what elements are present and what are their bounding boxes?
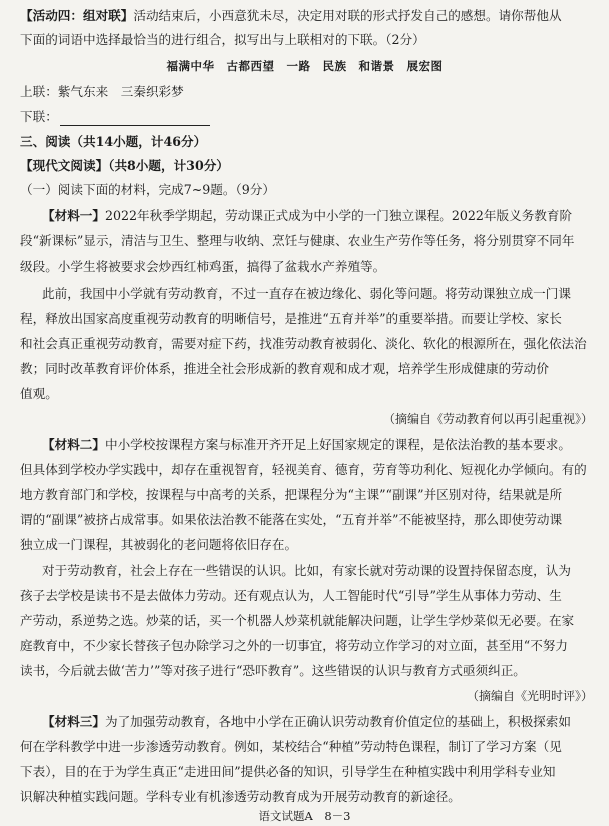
material1-line-1	[42, 207, 595, 225]
material1-source: （摘编自《劳动教育何以再引起重视》）	[382, 412, 593, 426]
material1-p2-line-4: 教；同时改革教育评价体系，推进全社会形成新的教育观和成才观，培养学生形成健康的劳动价	[20, 361, 549, 376]
section-heading: 三、阅读（共14小题，计46分）	[20, 134, 207, 149]
lower-couplet	[20, 108, 595, 126]
material3-line-3: 下表），目的在于为学生真正“走进田间”提供必备的知识，引导学生在种植实践中利用学科专业知	[20, 764, 556, 779]
material2-p2-line-4: 庭教育中，不少家长替孩子包办除学习之外的一切事宜，将劳动立作学习的对立面，甚至用“不努力	[20, 638, 568, 653]
material2-line-1	[42, 436, 595, 454]
material2-source: （摘编自《光明时评》）	[466, 689, 593, 703]
material1-line-3: 级段。小学生将被要求会炒西红柿鸡蛋，搞得了盆栽水产养殖等。	[20, 259, 386, 274]
material3-tag: 【材料三】	[42, 714, 105, 729]
material2-line-4: 谓的“副课”被挤占成常事。如果依法治教不能落在实处，“五育并举”不能被坚持，那么即使劳动课	[20, 512, 563, 527]
material2-p2-line-3: 产劳动，系逆势之选。炒菜的话，买一个机器人炒菜机就能解决问题，让学生学炒菜似无必要。在家	[20, 613, 575, 628]
material2-line-3: 地方教育部门和学校，按课程与中高考的关系，把课程分为“主课”“副课”并区别对待，结果就是所	[20, 487, 563, 502]
material1-line-2: 段“新课标”显示，清洁与卫生、整理与收纳、烹饪与健康、农业生产劳作等任务，将分别贯穿不同年	[20, 233, 575, 248]
material3-line-4: 识解决种植实践问题。学科专业有机渗透劳动教育成为开展劳动教育的新途径。	[20, 789, 461, 804]
activity-title: 【活动四：组对联】	[20, 8, 134, 23]
lower-label: 下联：	[20, 109, 58, 124]
activity-line-1	[20, 7, 595, 25]
material2-p2-line-1: 对于劳动教育，社会上存在一些错误的认识。比如，有家长就对劳动课的设置持保留态度，认为	[42, 563, 571, 578]
material2-line-2: 但具体到学校办学实践中，却存在重视智育，轻视美育、德育，劳育等功利化、短视化办学倾向。有的	[20, 462, 587, 477]
upper-couplet	[20, 83, 595, 101]
word-bank: 福满中华 古都西望 一路 民族 和谐景 展宏图	[166, 59, 443, 73]
material1-text: 2022年秋季学期起，劳动课正式成为中小学的一门独立课程。2022年版义务教育阶	[104, 208, 573, 223]
material1-p2-line-2: 程，释放出国家高度重视劳动教育的明晰信号，是推进“五育并举”的重要举措。而要让学校、家长	[20, 311, 562, 326]
answer-blank[interactable]	[60, 112, 210, 126]
material2-text: 中小学校按课程方案与标准开齐开足上好国家规定的课程，是依法治教的基本要求。	[104, 437, 571, 452]
material1-p2-line-3: 和社会真正重视劳动教育，需要对症下药，找准劳动教育被弱化、淡化、软化的根源所在，强化依法治	[20, 336, 587, 351]
material3-line-1	[42, 713, 595, 731]
activity-text-1: 活动结束后，小西意犹未尽，决定用对联的形式抒发自己的感想。请你帮他从	[133, 8, 562, 23]
upper-label: 上联：	[20, 84, 58, 99]
upper-text: 紫气东来 三秦织彩梦	[57, 84, 184, 99]
modern-reading-heading: 【现代文阅读】（共8小题，计30分）	[20, 158, 229, 173]
material2-line-5: 独立成一门课程，其被弱化的老问题将依旧存在。	[20, 537, 298, 552]
reading-instruction: （一）阅读下面的材料，完成7~9题。（9分）	[20, 182, 275, 197]
material2-p2-line-5: 读书，今后就去做‘苦力’”等对孩子进行“恐吓教育”。这些错误的认识与教育方式亟须纠正。	[20, 663, 526, 678]
material2-tag: 【材料二】	[42, 437, 105, 452]
material2-p2-line-2: 孩子去学校是读书不是去做体力劳动。还有观点认为，人工智能时代“引导”学生从事体力劳动、生	[20, 588, 562, 603]
page-footer: 语文试题A 8－3	[258, 809, 351, 823]
material1-tag: 【材料一】	[42, 208, 105, 223]
material1-p2-line-5: 值观。	[20, 386, 58, 401]
material1-p2-line-1: 此前，我国中小学就有劳动教育，不过一直存在被边缘化、弱化等问题。将劳动课独立成一门课	[42, 286, 571, 301]
activity-line-2: 下面的词语中选择最恰当的进行组合，拟写出与上联相对的下联。（2分）	[20, 32, 425, 47]
material3-line-2: 何在学科教学中进一步渗透劳动教育。例如，某校结合“种植”劳动特色课程，制订了学习方案（见	[20, 739, 562, 754]
material3-text: 为了加强劳动教育，各地中小学在正确认识劳动教育价值定位的基础上，积极探索如	[104, 714, 571, 729]
